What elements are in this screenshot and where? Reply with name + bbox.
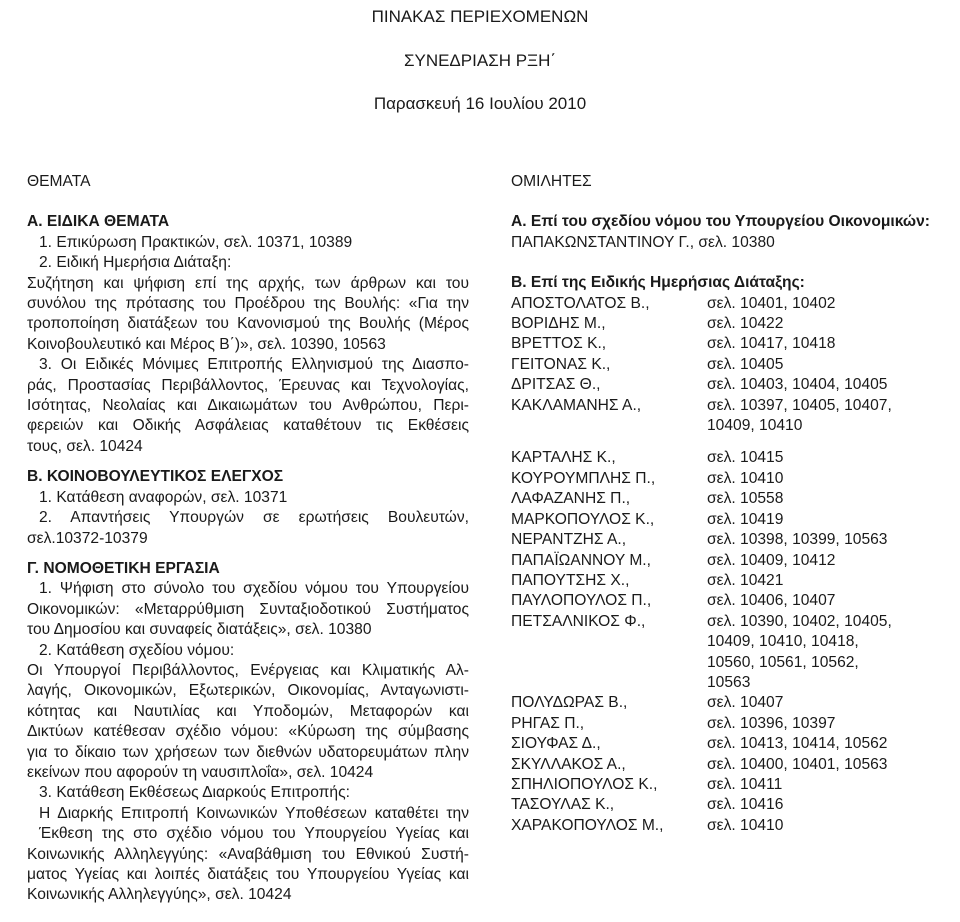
speaker-pages: σελ. 10396, 10397 <box>707 714 836 732</box>
speaker-pages: σελ. 10413, 10414, 10562 <box>707 735 888 753</box>
speaker-pages: σελ. 10419 <box>707 510 784 528</box>
topic-line: Έκθεση της στο σχέδιο νόμου του Υπουργείου Υγείας και <box>39 825 469 843</box>
topic-line: 1. Επικύρωση Πρακτικών, σελ. 10371, 10389 <box>39 233 353 251</box>
topic-line: Συζήτηση και ψήφιση επί της αρχής, των άρθρων και του <box>27 274 469 292</box>
speaker-pages: σελ. 10422 <box>707 315 784 333</box>
document-title: ΠΙΝΑΚΑΣ ΠΕΡΙΕΧΟΜΕΝΩΝ <box>371 7 589 26</box>
topic-line: συνόλου της πρότασης του Προέδρου της Βουλής: «Για την <box>27 295 469 313</box>
speaker-name: ΔΡΙΤΣΑΣ Θ., <box>511 376 601 394</box>
speaker-name: ΠΟΛΥΔΩΡΑΣ Β., <box>511 694 628 712</box>
speaker-name: ΤΑΣΟΥΛΑΣ Κ., <box>511 796 615 814</box>
speaker-row <box>511 734 951 754</box>
topic-line: Κοινωνικής Αλληλεγγύης», σελ. 10424 <box>27 886 292 904</box>
speaker-pages: σελ. 10558 <box>707 490 784 508</box>
speaker-row <box>511 489 951 509</box>
speaker-pages-continued: 10563 <box>707 673 751 691</box>
speaker-pages: σελ. 10411 <box>707 775 783 793</box>
topic-line: 3. Κατάθεση Εκθέσεως Διαρκούς Επιτροπής: <box>39 784 350 802</box>
speaker-pages-continued: 10409, 10410 <box>707 417 803 435</box>
speaker-pages: σελ. 10403, 10404, 10405 <box>707 376 888 394</box>
topic-line: Δικτύων κατέθεσαν σχέδιο νόμου: «Κύρωση της σύμβασης <box>27 723 469 741</box>
session-date: Παρασκευή 16 Ιουλίου 2010 <box>373 94 587 113</box>
speaker-row <box>511 816 951 836</box>
topic-line: 1. Κατάθεση αναφορών, σελ. 10371 <box>39 488 288 506</box>
speaker-pages: σελ. 10421 <box>707 571 784 589</box>
topic-line: 2. Ειδική Ημερήσια Διάταξη: <box>39 254 232 272</box>
speaker-row <box>511 571 951 591</box>
speaker-row <box>511 612 951 632</box>
speaker-name: ΒΟΡΙΔΗΣ Μ., <box>511 315 606 333</box>
speaker-name: ΠΑΠΟΥΤΣΗΣ Χ., <box>511 571 630 589</box>
speaker-pages-continued: 10560, 10561, 10562, <box>707 653 859 671</box>
speaker-pages: σελ. 10410 <box>707 469 784 487</box>
topic-line: 3. Οι Ειδικές Μόνιμες Επιτροπής Ελληνισμού της Διασπο- <box>39 356 469 374</box>
topic-line: σελ.10372-10379 <box>27 529 148 547</box>
speaker-name: ΓΕΙΤΟΝΑΣ Κ., <box>511 355 611 373</box>
speaker-name: ΑΠΟΣΤΟΛΑΤΟΣ Β., <box>511 294 650 312</box>
speaker-name: ΠΕΤΣΑΛΝΙΚΟΣ Φ., <box>511 612 646 630</box>
topic-line: Ισότητας, Νεολαίας και Δικαιωμάτων του Ανθρώπου, Περι- <box>27 397 469 415</box>
topic-line: ράς, Προστασίας Περιβάλλοντος, Έρευνας και Τεχνολογίας, <box>27 376 469 394</box>
speaker-row <box>511 795 951 815</box>
topic-line: εκείνων που αφορούν τη ναυσιπλοΐα», σελ. 10424 <box>27 763 374 781</box>
speakers-section-b-title: Β. Επί της Ειδικής Ημερήσιας Διάταξης: <box>511 274 805 292</box>
speaker-pages: σελ. 10417, 10418 <box>707 335 836 353</box>
speaker-pages: σελ. 10407 <box>707 694 784 712</box>
speaker-row <box>511 693 951 713</box>
speakers-list <box>511 294 951 837</box>
speakers-section-a-entry: ΠΑΠΑΚΩΝΣΤΑΝΤΙΝΟΥ Γ., σελ. 10380 <box>511 233 775 251</box>
topic-line: για το δίκαιο των χρήσεων των διεθνών υδατορευμάτων πλην <box>27 743 469 761</box>
speaker-pages: σελ. 10397, 10405, 10407, <box>707 396 892 414</box>
speaker-row <box>511 355 951 375</box>
speaker-pages: σελ. 10416 <box>707 796 784 814</box>
speaker-pages-continued: 10409, 10410, 10418, <box>707 633 859 651</box>
speaker-row <box>511 375 951 395</box>
speaker-name: ΧΑΡΑΚΟΠΟΥΛΟΣ Μ., <box>511 816 664 834</box>
speaker-name: ΠΑΠΑΪΩΑΝΝΟΥ Μ., <box>511 551 651 569</box>
speaker-row <box>511 551 951 571</box>
speaker-name: ΝΕΡΑΝΤΖΗΣ Α., <box>511 531 627 549</box>
speaker-row <box>511 510 951 530</box>
speaker-row <box>511 469 951 489</box>
section-heading: Γ. ΝΟΜΟΘΕΤΙΚΗ ΕΡΓΑΣΙΑ <box>27 559 220 577</box>
topic-line: τους, σελ. 10424 <box>27 437 143 455</box>
speaker-pages: σελ. 10400, 10401, 10563 <box>707 755 888 773</box>
speaker-row <box>511 755 951 775</box>
topic-line: 1. Ψήφιση στο σύνολο του σχεδίου νόμου του Υπουργείου <box>39 580 469 598</box>
speaker-pages: σελ. 10415 <box>707 449 784 467</box>
speaker-pages: σελ. 10398, 10399, 10563 <box>707 531 888 549</box>
topic-line: του Δημοσίου και συναφείς διατάξεις», σελ. 10380 <box>27 621 372 639</box>
speaker-pages: σελ. 10401, 10402 <box>707 294 836 312</box>
speaker-pages: σελ. 10409, 10412 <box>707 551 836 569</box>
speaker-name: ΚΟΥΡΟΥΜΠΛΗΣ Π., <box>511 469 656 487</box>
topics-list <box>27 212 469 905</box>
topic-line: κότητας και Ναυτιλίας και Υποδομών, Μεταφορών και <box>27 702 469 720</box>
speaker-pages: σελ. 10410 <box>707 816 784 834</box>
topic-line: λαγής, Οικονομικών, Εξωτερικών, Οικονομίας, Ανταγωνιστι- <box>27 682 469 700</box>
speaker-row <box>511 396 951 416</box>
speaker-pages: σελ. 10405 <box>707 355 784 373</box>
speaker-name: ΠΑΥΛΟΠΟΥΛΟΣ Π., <box>511 592 652 610</box>
section-heading: Β. ΚΟΙΝΟΒΟΥΛΕΥΤΙΚΟΣ ΕΛΕΓΧΟΣ <box>27 468 284 486</box>
spacer <box>511 436 951 448</box>
speaker-name: ΛΑΦΑΖΑΝΗΣ Π., <box>511 490 631 508</box>
speakers-section-a-title: Α. Επί του σχεδίου νόμου του Υπουργείου Οικονομικών: <box>511 213 930 231</box>
speaker-row <box>511 448 951 468</box>
topic-line: 2. Απαντήσεις Υπουργών σε ερωτήσεις Βουλευτών, <box>39 509 469 527</box>
speaker-name: ΣΙΟΥΦΑΣ Δ., <box>511 735 601 753</box>
speaker-name: ΚΑΚΛΑΜΑΝΗΣ Α., <box>511 396 642 414</box>
topics-column <box>27 172 469 906</box>
speaker-row <box>511 334 951 354</box>
speaker-name: ΚΑΡΤΑΛΗΣ Κ., <box>511 449 616 467</box>
section-heading: Α. ΕΙΔΙΚΑ ΘΕΜΑΤΑ <box>27 213 170 231</box>
speakers-column <box>511 172 951 836</box>
speaker-name: ΜΑΡΚΟΠΟΥΛΟΣ Κ., <box>511 510 655 528</box>
topic-line: Η Διαρκής Επιτροπή Κοινωνικών Υποθέσεων καταθέτει την <box>39 804 469 822</box>
speaker-pages: σελ. 10406, 10407 <box>707 592 836 610</box>
speaker-row <box>511 591 951 611</box>
topic-line: ματος Υγείας και λοιπές διατάξεις του Υπουργείου Υγείας και <box>27 866 469 883</box>
speakers-heading: ΟΜΙΛΗΤΕΣ <box>511 173 592 190</box>
speaker-row <box>511 530 951 550</box>
topic-line: Οι Υπουργοί Περιβάλλοντος, Ενέργειας και Κλιματικής Αλ- <box>27 661 469 679</box>
session-title: ΣΥΝΕΔΡΙΑΣΗ ΡΞΗ΄ <box>403 51 557 70</box>
speaker-pages: σελ. 10390, 10402, 10405, <box>707 612 892 630</box>
speaker-name: ΣΚΥΛΛΑΚΟΣ Α., <box>511 755 626 773</box>
speaker-row <box>511 314 951 334</box>
topic-line: τροποποίηση διατάξεων του Κανονισμού της Βουλής (Μέρος <box>27 315 469 333</box>
topic-line: 2. Κατάθεση σχεδίου νόμου: <box>39 641 235 659</box>
spacer <box>27 549 469 559</box>
speaker-name: ΒΡΕΤΤΟΣ Κ., <box>511 335 607 353</box>
topic-line: Οικονομικών: «Μεταρρύθμιση Συνταξιοδοτικού Συστήματος <box>27 600 469 618</box>
topic-line: Κοινωνικής Αλληλεγγύης: «Αναβάθμιση του Εθνικού Συστή- <box>27 845 469 863</box>
speaker-name: ΣΠΗΛΙΟΠΟΥΛΟΣ Κ., <box>511 775 658 793</box>
speaker-row <box>511 294 951 314</box>
speaker-row <box>511 775 951 795</box>
spacer <box>27 457 469 467</box>
topic-line: Κοινοβουλευτικό και Μέρος Β΄)», σελ. 10390, 10563 <box>27 335 386 353</box>
speaker-name: ΡΗΓΑΣ Π., <box>511 714 585 732</box>
topic-line: φερειών και Οδικής Ασφάλειας καταθέτουν τις Εκθέσεις <box>27 417 469 435</box>
speaker-row <box>511 714 951 734</box>
topics-heading: ΘΕΜΑΤΑ <box>27 173 91 190</box>
